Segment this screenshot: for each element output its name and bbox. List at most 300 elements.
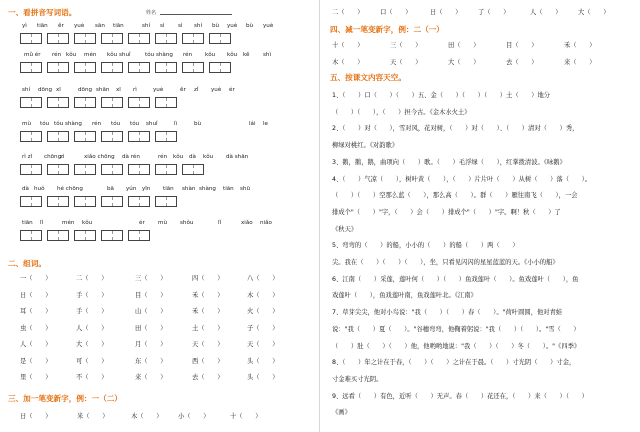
pinyin-label: yuè — [74, 23, 85, 29]
pinyin-label: lǐ — [218, 220, 222, 226]
grid-cell[interactable] — [32, 34, 42, 43]
grid-cell[interactable] — [140, 34, 150, 43]
pinyin-label: xī — [56, 87, 61, 93]
add-stroke-blank[interactable]: 米（ ） — [77, 413, 109, 420]
pinyin-label: yuè — [153, 87, 164, 93]
writing-grid[interactable] — [101, 131, 123, 142]
word-blank[interactable]: 土（ ） — [192, 324, 224, 332]
section-5-title: 五、按课文内容天空。 — [330, 73, 406, 82]
word-blank[interactable]: 西（ ） — [192, 357, 224, 365]
writing-grid[interactable] — [155, 62, 177, 73]
pinyin-label: bù — [246, 23, 254, 29]
word-blank[interactable]: 大（ ） — [76, 341, 108, 348]
pinyin-label: kǒu — [173, 154, 184, 160]
grid-cell[interactable] — [194, 165, 204, 174]
fill-in-line: 3、鹅，鹅，鹅，曲项向（ ）歌。（ ）毛浮绿（ ），红掌拨清波。《咏鹅》 — [332, 158, 566, 166]
grid-cell[interactable] — [102, 165, 113, 174]
pinyin-label: bù — [212, 23, 220, 29]
pinyin-label: shuǐ — [146, 121, 158, 127]
fill-in-line: 戏莲叶（ ），鱼戏莲叶南，鱼戏莲叶北。《江南》 — [332, 292, 477, 300]
writing-grid[interactable] — [101, 164, 123, 175]
word-blank[interactable]: 一（ ） — [20, 275, 52, 282]
fill-in-line: 排成个"（ ）"字，（ ）会（ ）排成个"（ ）"字。啊！秋（ ）了 — [332, 208, 561, 216]
writing-grid[interactable] — [74, 97, 96, 108]
pinyin-label: shàng — [199, 186, 216, 192]
grid-cell[interactable] — [140, 98, 150, 107]
grid-cell[interactable] — [86, 165, 96, 174]
pinyin-label: shí — [194, 23, 203, 29]
grid-cell[interactable] — [129, 98, 140, 107]
pinyin-label: yuè — [211, 87, 222, 93]
grid-cell[interactable] — [21, 231, 32, 240]
writing-grid[interactable] — [74, 131, 96, 142]
writing-grid[interactable] — [20, 33, 42, 44]
writing-grid[interactable] — [101, 97, 123, 108]
remove-stroke-blank[interactable]: 田（ ） — [448, 42, 480, 49]
writing-grid[interactable] — [155, 164, 177, 175]
grid-cell[interactable] — [194, 34, 204, 43]
pinyin-label: bù — [194, 121, 202, 127]
grid-cell[interactable] — [210, 34, 221, 43]
grid-cell[interactable] — [167, 197, 177, 206]
writing-grid[interactable] — [47, 230, 69, 241]
pinyin-label: sì — [160, 23, 165, 29]
word-blank[interactable]: 二（ ） — [76, 275, 108, 282]
section-2-title: 二、组词。 — [8, 259, 46, 268]
pinyin-label: lǐ — [40, 220, 44, 226]
grid-cell[interactable] — [75, 231, 86, 240]
grid-cell[interactable] — [59, 98, 69, 107]
grid-cell[interactable] — [86, 231, 96, 240]
section-1-title: 一、看拼音写词语。 — [8, 8, 77, 17]
grid-cell[interactable] — [59, 197, 69, 206]
pinyin-label: shān — [96, 87, 110, 93]
add-stroke-blank[interactable]: 十（ ） — [230, 413, 262, 420]
pinyin-label: sān — [95, 23, 105, 29]
grid-cell[interactable] — [75, 34, 86, 43]
pinyin-label: zì — [60, 154, 65, 160]
writing-grid[interactable] — [128, 62, 150, 73]
grid-cell[interactable] — [129, 197, 140, 206]
writing-grid[interactable] — [128, 131, 150, 142]
pinyin-label: yún — [126, 186, 137, 192]
fill-in-line: （ ）（ ）空那么蓝（ ），那么高（ ）。群（ ）雁往南飞（ ），一会 — [332, 192, 578, 200]
pinyin-label: dà rén — [122, 154, 140, 160]
writing-grid[interactable] — [101, 196, 123, 207]
section-3-title: 三、加一笔变新字，例：一（二） — [8, 394, 122, 403]
grid-cell[interactable] — [86, 34, 96, 43]
grid-cell[interactable] — [86, 98, 96, 107]
pinyin-label: lái — [249, 121, 256, 127]
add-stroke-blank[interactable]: 口（ ） — [380, 9, 412, 16]
word-blank[interactable]: 木（ ） — [247, 291, 279, 299]
word-blank[interactable]: 头（ ） — [247, 357, 279, 365]
fill-in-line: 说："我（ ）夏（ ）。"谷穗弯弯，他鞠着躬说："我（ ）（ ）。"雪（ ） — [332, 325, 580, 333]
grid-cell[interactable] — [48, 197, 59, 206]
pinyin-label: dōng — [38, 87, 53, 93]
writing-grid[interactable] — [155, 196, 177, 207]
grid-cell[interactable] — [21, 63, 32, 72]
remove-stroke-blank[interactable]: 木（ ） — [332, 59, 364, 66]
fill-in-line: 《画》 — [332, 409, 351, 417]
grid-cell[interactable] — [48, 63, 59, 72]
grid-cell[interactable] — [113, 34, 123, 43]
grid-cell[interactable] — [210, 63, 221, 72]
writing-grid[interactable] — [128, 164, 150, 175]
add-stroke-blank[interactable]: 木（ ） — [131, 413, 163, 420]
name-field-line[interactable] — [160, 14, 232, 15]
grid-cell[interactable] — [48, 34, 59, 43]
writing-grid[interactable] — [128, 97, 150, 108]
word-blank[interactable]: 八（ ） — [247, 275, 279, 282]
grid-cell[interactable] — [59, 165, 69, 174]
grid-cell[interactable] — [102, 231, 113, 240]
grid-cell[interactable] — [156, 132, 167, 141]
grid-cell[interactable] — [167, 63, 177, 72]
grid-cell[interactable] — [156, 197, 167, 206]
grid-cell[interactable] — [86, 197, 96, 206]
word-blank[interactable]: 手（ ） — [76, 291, 108, 299]
pinyin-label: shí — [22, 87, 31, 93]
word-blank[interactable]: 天（ ） — [192, 341, 224, 348]
pinyin-label: kǒu — [66, 52, 77, 58]
word-blank[interactable]: 手（ ） — [76, 308, 108, 315]
word-blank[interactable]: 日（ ） — [20, 291, 52, 299]
pinyin-label: lì — [174, 121, 178, 127]
pinyin-label: huǒ — [34, 186, 45, 192]
pinyin-label: dà shān — [226, 154, 249, 160]
writing-grid[interactable] — [74, 230, 96, 241]
grid-cell[interactable] — [75, 132, 86, 141]
grid-cell[interactable] — [32, 197, 42, 206]
grid-cell[interactable] — [32, 63, 42, 72]
fill-in-line: 6、江南（ ）采莲，莲叶何（ ）（ ）鱼戏莲叶（ ）。鱼戏莲叶（ ），鱼 — [332, 275, 579, 283]
grid-cell[interactable] — [48, 231, 59, 240]
writing-grid[interactable] — [47, 164, 69, 175]
pinyin-label: xiǎo — [241, 220, 253, 226]
grid-cell[interactable] — [129, 231, 140, 240]
writing-grid[interactable] — [101, 33, 123, 44]
pinyin-label: yuè — [227, 23, 238, 29]
writing-grid[interactable] — [47, 62, 69, 73]
word-blank[interactable]: 东（ ） — [135, 357, 167, 365]
pinyin-label: tiān — [37, 23, 48, 29]
remove-stroke-blank[interactable]: 来（ ） — [564, 59, 596, 66]
writing-grid[interactable] — [101, 230, 123, 241]
word-blank[interactable]: 人（ ） — [76, 324, 108, 332]
grid-cell[interactable] — [113, 63, 123, 72]
pinyin-label: sì — [178, 23, 183, 29]
pinyin-label: tóu — [130, 121, 140, 127]
writing-grid[interactable] — [182, 164, 204, 175]
grid-cell[interactable] — [167, 165, 177, 174]
grid-cell[interactable] — [48, 132, 59, 141]
writing-grid[interactable] — [20, 230, 42, 241]
word-blank[interactable]: 来（ ） — [135, 374, 167, 381]
pinyin-label: ěr — [180, 87, 186, 93]
grid-cell[interactable] — [75, 197, 86, 206]
pinyin-label: dà — [22, 186, 29, 192]
grid-cell[interactable] — [221, 63, 231, 72]
grid-cell[interactable] — [21, 98, 32, 107]
pinyin-label: kǒu — [203, 154, 214, 160]
pinyin-label: zǐ — [194, 87, 199, 93]
pinyin-label: shí — [142, 23, 151, 29]
grid-cell[interactable] — [113, 165, 123, 174]
writing-grid[interactable] — [74, 196, 96, 207]
grid-cell[interactable] — [102, 98, 113, 107]
grid-cell[interactable] — [183, 165, 194, 174]
grid-cell[interactable] — [102, 132, 113, 141]
grid-cell[interactable] — [113, 231, 123, 240]
grid-cell[interactable] — [32, 132, 42, 141]
grid-cell[interactable] — [156, 165, 167, 174]
remove-stroke-blank[interactable]: 十（ ） — [332, 42, 364, 49]
grid-cell[interactable] — [140, 63, 150, 72]
word-blank[interactable]: 子（ ） — [247, 324, 279, 332]
pinyin-label: yīn — [142, 186, 151, 192]
add-stroke-blank[interactable]: 了（ ） — [478, 9, 510, 16]
writing-grid[interactable] — [47, 131, 69, 142]
fill-in-line: 柳绿对桃红。《对韵歌》 — [332, 142, 399, 150]
grid-cell[interactable] — [32, 165, 42, 174]
pinyin-label: yuè — [263, 23, 274, 29]
word-blank[interactable]: 虫（ ） — [20, 324, 52, 332]
name-label: 姓名 — [146, 10, 157, 16]
grid-cell[interactable] — [167, 98, 177, 107]
writing-grid[interactable] — [209, 33, 231, 44]
word-blank[interactable]: 禾（ ） — [192, 291, 224, 299]
writing-grid[interactable] — [155, 97, 177, 108]
grid-cell[interactable] — [183, 34, 194, 43]
writing-grid[interactable] — [128, 230, 150, 241]
pinyin-label: bā — [107, 186, 114, 192]
pinyin-label: dōng — [78, 87, 93, 93]
pinyin-label: mén — [84, 52, 97, 58]
writing-grid[interactable] — [209, 62, 231, 73]
pinyin-label: niǎo — [260, 220, 272, 226]
writing-grid[interactable] — [128, 196, 150, 207]
pinyin-label: tiān — [113, 23, 124, 29]
pinyin-label: rén — [183, 52, 193, 58]
fill-in-line: 8、（ ）年之计在于春，（ ）（ ）之计在于晨。（ ）寸光阴（ ）寸金， — [332, 359, 576, 367]
grid-cell[interactable] — [21, 165, 32, 174]
writing-grid[interactable] — [20, 97, 42, 108]
pinyin-label: shǒu — [180, 220, 194, 226]
grid-cell[interactable] — [102, 63, 113, 72]
pinyin-label: tóu shàng — [54, 121, 82, 127]
word-blank[interactable]: 火（ ） — [247, 308, 279, 315]
pinyin-label: le — [263, 121, 268, 127]
pinyin-label: mǔ ér — [24, 52, 41, 58]
word-blank[interactable]: 天（ ） — [247, 341, 279, 348]
writing-grid[interactable] — [47, 196, 69, 207]
word-blank[interactable]: 三（ ） — [135, 275, 167, 282]
pinyin-label: yì — [22, 23, 27, 29]
grid-cell[interactable] — [156, 34, 167, 43]
writing-grid[interactable] — [101, 62, 123, 73]
grid-cell[interactable] — [75, 165, 86, 174]
grid-cell[interactable] — [140, 197, 150, 206]
pinyin-label: kǒu — [82, 220, 93, 226]
add-stroke-blank[interactable]: 大（ ） — [578, 9, 610, 16]
pinyin-label: kǒu shuǐ — [107, 52, 131, 58]
word-blank[interactable]: 可（ ） — [76, 357, 108, 365]
writing-grid[interactable] — [20, 131, 42, 142]
pinyin-label: tóu shàng — [145, 52, 173, 58]
grid-cell[interactable] — [140, 132, 150, 141]
pinyin-label: tiān — [163, 186, 174, 192]
grid-cell[interactable] — [75, 63, 86, 72]
pinyin-label: tiān — [22, 220, 33, 226]
pinyin-label: kě — [243, 52, 250, 58]
pinyin-label: shàn — [182, 186, 196, 192]
grid-cell[interactable] — [21, 197, 32, 206]
pinyin-label: kǒu — [227, 52, 238, 58]
pinyin-label: dà — [189, 154, 196, 160]
remove-stroke-blank[interactable]: 大（ ） — [448, 59, 480, 66]
grid-cell[interactable] — [21, 34, 32, 43]
pinyin-label: tiān — [223, 186, 234, 192]
grid-cell[interactable] — [221, 34, 231, 43]
fill-in-line: 《秋天》 — [332, 225, 358, 233]
fill-in-line: 9、远看（ ）有色，近听（ ）无声。春（ ）花还在，（ ）来（ ）（ ） — [332, 392, 588, 400]
grid-cell[interactable] — [167, 34, 177, 43]
writing-grid[interactable] — [74, 62, 96, 73]
grid-cell[interactable] — [156, 98, 167, 107]
pinyin-label: ér — [229, 87, 235, 93]
word-blank[interactable]: 头（ ） — [247, 374, 279, 381]
pinyin-label: tóu — [111, 121, 121, 127]
fill-in-line: 2、（ ）对（ ），雪对风，花对树，（ ）对（ ）、（ ）清对（ ）秀， — [332, 125, 579, 133]
writing-grid[interactable] — [47, 97, 69, 108]
pinyin-label: hé chōng — [57, 186, 83, 192]
pinyin-label: shì — [263, 52, 272, 58]
word-blank[interactable]: 里（ ） — [20, 374, 52, 381]
grid-cell[interactable] — [59, 231, 69, 240]
grid-cell[interactable] — [183, 63, 194, 72]
word-blank[interactable]: 禾（ ） — [192, 308, 224, 315]
grid-cell[interactable] — [140, 231, 150, 240]
fill-in-line: 4、（ ）气凉（ ），树叶黄（ ），（ ）片片叶（ ）从树（ ）落（ ）。 — [332, 175, 592, 183]
writing-grid[interactable] — [182, 33, 204, 44]
grid-cell[interactable] — [21, 132, 32, 141]
word-blank[interactable]: 四（ ） — [192, 275, 224, 282]
writing-grid[interactable] — [155, 33, 177, 44]
right-page — [320, 0, 640, 432]
pinyin-label: rén — [92, 121, 102, 127]
remove-stroke-blank[interactable]: 天（ ） — [390, 59, 422, 66]
grid-cell[interactable] — [156, 63, 167, 72]
add-stroke-blank[interactable]: 人（ ） — [530, 9, 562, 16]
word-blank[interactable]: 不（ ） — [76, 374, 108, 381]
grid-cell[interactable] — [140, 165, 150, 174]
fill-in-line: 7、草芽尖尖，他对小鸟说："我（ ）（ ）春（ ）。"荷叶圆圆，他对青蛙 — [332, 309, 563, 317]
pinyin-label: shū — [240, 186, 251, 192]
pinyin-label: rén — [52, 52, 62, 58]
grid-cell[interactable] — [194, 63, 204, 72]
writing-grid[interactable] — [20, 62, 42, 73]
grid-cell[interactable] — [129, 34, 140, 43]
pinyin-label: mén — [62, 220, 75, 226]
fill-in-line: 1、（ ）口（ ）（ ）五、金（ ）（ ）（ ）土（ ）地分 — [332, 92, 551, 99]
grid-cell[interactable] — [32, 98, 42, 107]
grid-cell[interactable] — [86, 63, 96, 72]
pinyin-label: ér — [139, 220, 145, 226]
grid-cell[interactable] — [59, 34, 69, 43]
grid-cell[interactable] — [102, 34, 113, 43]
grid-cell[interactable] — [32, 231, 42, 240]
word-blank[interactable]: 人（ ） — [20, 341, 52, 348]
grid-cell[interactable] — [86, 132, 96, 141]
word-blank[interactable]: 去（ ） — [192, 374, 224, 381]
add-stroke-blank[interactable]: 日（ ） — [20, 413, 52, 420]
pinyin-label: ěr — [58, 23, 64, 29]
word-blank[interactable]: 耳（ ） — [20, 308, 52, 315]
grid-cell[interactable] — [129, 132, 140, 141]
pinyin-label: rì — [133, 87, 137, 93]
grid-cell[interactable] — [113, 132, 123, 141]
grid-cell[interactable] — [129, 63, 140, 72]
grid-cell[interactable] — [129, 165, 140, 174]
remove-stroke-blank[interactable]: 去（ ） — [506, 59, 538, 66]
word-blank[interactable]: 山（ ） — [135, 308, 167, 315]
writing-grid[interactable] — [182, 62, 204, 73]
fill-in-line: 5、弯弯的（ ）的船，小小的（ ）的船（ ）两（ ） — [332, 242, 519, 250]
grid-cell[interactable] — [113, 197, 123, 206]
pinyin-label: mù — [22, 121, 31, 127]
grid-cell[interactable] — [102, 197, 113, 206]
add-stroke-blank[interactable]: 二（ ） — [332, 9, 364, 16]
pinyin-label: xī — [116, 87, 121, 93]
word-blank[interactable]: 田（ ） — [135, 324, 167, 332]
writing-grid[interactable] — [74, 33, 96, 44]
grid-cell[interactable] — [75, 98, 86, 107]
remove-stroke-blank[interactable]: 三（ ） — [390, 42, 422, 49]
writing-grid[interactable] — [20, 196, 42, 207]
writing-grid[interactable] — [20, 164, 42, 175]
add-stroke-blank[interactable]: 小（ ） — [178, 413, 210, 420]
grid-cell[interactable] — [48, 98, 59, 107]
grid-cell[interactable] — [59, 132, 69, 141]
writing-grid[interactable] — [74, 164, 96, 175]
pinyin-label: kǒu — [205, 52, 216, 58]
remove-stroke-blank[interactable]: 目（ ） — [506, 42, 538, 49]
add-stroke-blank[interactable]: 日（ ） — [430, 9, 462, 16]
grid-cell[interactable] — [113, 98, 123, 107]
word-blank[interactable]: 目（ ） — [135, 291, 167, 299]
writing-grid[interactable] — [47, 33, 69, 44]
fill-in-line: （ ）肚（ ）（ ）他，他哟哟地说："我（ ）（ ）冬（ ）。"《四季》 — [332, 342, 581, 350]
writing-grid[interactable] — [155, 131, 177, 142]
pinyin-label: rì zǐ — [22, 154, 33, 160]
pinyin-label: rén — [158, 154, 168, 160]
word-blank[interactable]: 月（ ） — [135, 341, 167, 348]
pinyin-label: tóu — [40, 121, 50, 127]
section-4-title: 四、减一笔变新字，例：二（一） — [330, 25, 444, 34]
fill-in-line: 寸金难买寸光阴。 — [332, 375, 383, 383]
pinyin-label: chōng — [44, 154, 62, 160]
remove-stroke-blank[interactable]: 禾（ ） — [564, 42, 596, 49]
pinyin-label: mù — [158, 220, 167, 226]
fill-in-line: 尖。我在（ ）（ ）（ ），坐，只看见闪闪的星星蓝蓝的天。《小小的船》 — [332, 259, 559, 266]
pinyin-label: xiǎo chōng — [84, 154, 115, 160]
word-blank[interactable]: 是（ ） — [20, 357, 52, 365]
writing-grid[interactable] — [128, 33, 150, 44]
grid-cell[interactable] — [48, 165, 59, 174]
grid-cell[interactable] — [59, 63, 69, 72]
grid-cell[interactable] — [167, 132, 177, 141]
